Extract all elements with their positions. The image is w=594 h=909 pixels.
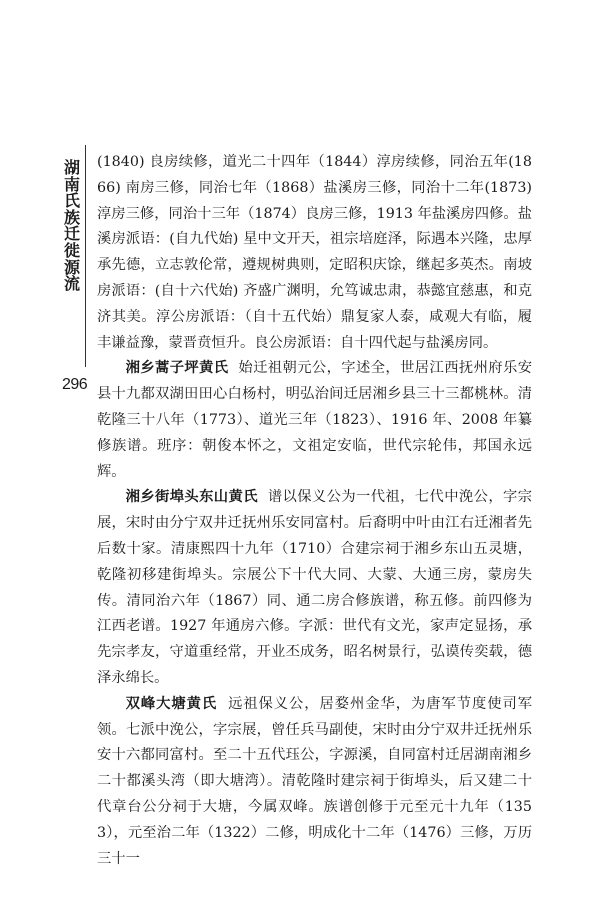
side-divider-rule: [85, 145, 86, 367]
side-title: 湖南氏族迁徙源流: [63, 158, 80, 294]
paragraph-shuangfeng-datang: [97, 692, 532, 873]
page-number: 296: [62, 376, 88, 393]
paragraph-text: (1840) 良房续修，道光二十四年（1844）淳房续修，同治五年(1866) 南房三修，同治七年（1868）盐溪房三修，同治十二年(1873) 淳房三修，同治十三年（1874）良房三修，1913 年盐溪房四修。盐溪房派语：(自九代始) 星中文开天，祖宗培庭泽，际遇本兴隆，忠厚承先德，立志敦伦常，遵规树典则，定昭积庆馀，继起多英杰。南坡房派语：(自十六代始) 齐盛广渊明，允笃诚忠肃，恭懿宜慈惠，和克济其美。淳公房派语：（自十五代始）鼎复家人泰，咸观大有临，履丰谦益豫，蒙晋贲恒升。良公房派语：自十四代起与盐溪房同。: [97, 154, 532, 351]
paragraph-text: 始迁祖朝元公，字述全，世居江西抚州府乐安县十九都双湖田田心白杨村，明弘治间迁居湘乡县三十三都桃林。清乾隆三十八年（1773）、道光三年（1823）、1916 年、2008 年纂修族谱。班序：朝俊本怀之，文祖定安临，世代宗轮伟，邦国永远辉。: [97, 360, 533, 480]
paragraph-xiangxiang-jiebutou: [97, 485, 532, 691]
body-text: [97, 150, 532, 872]
entry-title: 双峰大塘黄氏: [125, 695, 218, 712]
paragraph-xiangxiang-haoziping: [97, 356, 532, 485]
entry-title: 湘乡街埠头东山黄氏: [125, 489, 258, 506]
paragraph-text: 远祖保义公，居婺州金华，为唐军节度使司军领。七派中浼公，字宗展，曾任兵马副使，宋时由分宁双井迁抚州乐安十六都同富村。至二十五代珏公，字源溪，自同富村迁居湖南湘乡二十都溪头湾（即大塘湾）。清乾隆时建宗祠于街埠头，后又建二十代章台公分祠于大塘，今属双峰。族谱创修于元至元十九年（1353），元至治二年（1322）二修，明成化十二年（1476）三修，万历三十一: [97, 695, 533, 867]
paragraph-continuation: [97, 150, 532, 356]
entry-title: 湘乡蒿子坪黄氏: [125, 360, 229, 377]
paragraph-text: 谱以保义公为一代祖，七代中浼公，字宗展，宋时由分宁双井迁抚州乐安同富村。后裔明中叶由江右迁湘者先后数十家。清康熙四十九年（1710）合建宗祠于湘乡东山五灵塘，乾隆初移建街埠头。宗展公下十代大同、大蒙、大通三房，蒙房失传。清同治六年（1867）同、通二房合修族谱，称五修。前四修为江西老谱。1927 年通房六修。字派：世代有文光，家声定显扬，承先宗孝友，守道重经常，开业丕成务，昭名树景行，弘谟传奕载，德泽永绵长。: [97, 489, 533, 686]
